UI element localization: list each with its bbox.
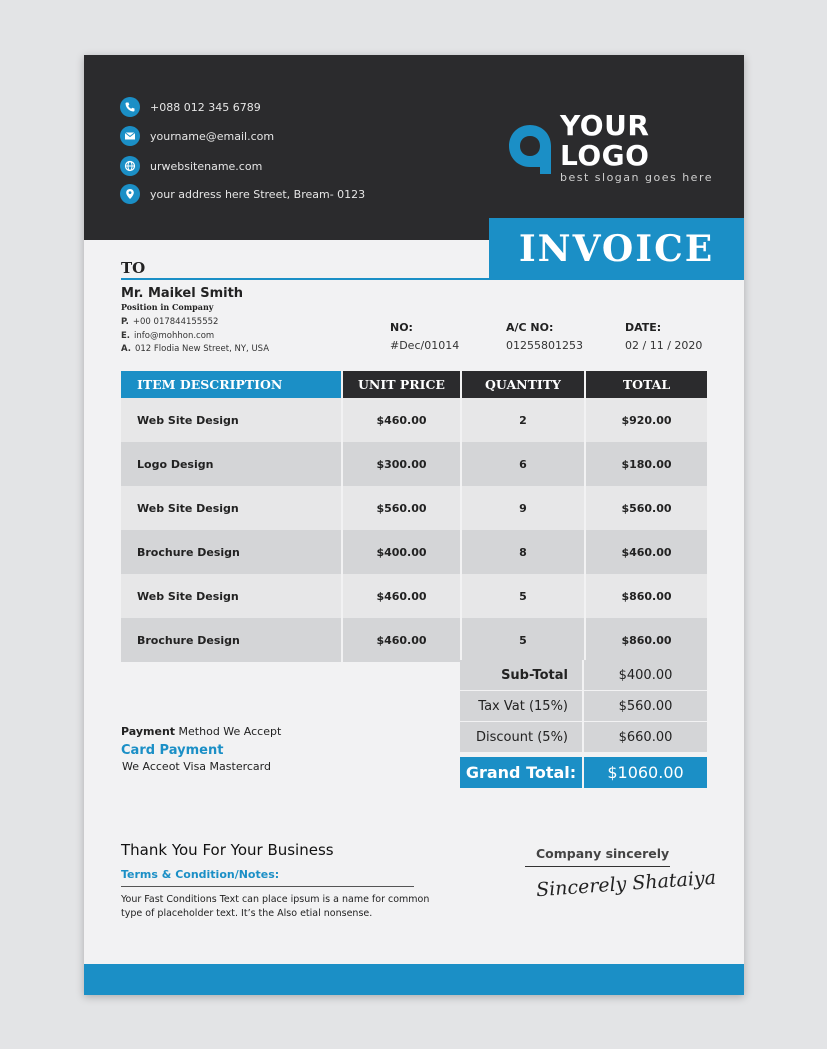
logo-mark-icon: [506, 122, 554, 174]
email-icon: [120, 126, 140, 146]
logo-title: YOUR LOGO: [560, 109, 650, 172]
totals-block: [460, 660, 707, 788]
tax-label: Tax Vat (15%): [460, 691, 584, 722]
contact-address: [120, 184, 365, 204]
terms-divider: [121, 886, 414, 887]
contact-website-text: urwebsitename.com: [150, 159, 263, 173]
subtotal-row: [460, 660, 707, 691]
cell-description: Logo Design: [121, 442, 342, 486]
company-logo: [506, 111, 744, 184]
invoice-date: DATE: 02 / 11 / 2020: [625, 321, 703, 352]
discount-value: $660.00: [584, 722, 707, 753]
table-row: [121, 618, 707, 662]
customer-address: A. 012 Flodia New Street, NY, USA: [121, 344, 270, 354]
grand-total-row: [460, 757, 707, 788]
cell-total: $560.00: [585, 486, 707, 530]
table-row: [121, 486, 707, 530]
terms-label: Terms & Condition/Notes:: [121, 868, 280, 881]
contact-email: [120, 126, 274, 146]
terms-text: Your Fast Conditions Text can place ipsum is a name for common type of placeholder text. It’s the Also etial nonsense.: [121, 894, 430, 919]
customer-position: Position in Company: [121, 302, 214, 312]
contact-address-text: your address here Street, Bream- 0123: [150, 187, 366, 201]
cell-unit-price: $460.00: [342, 574, 461, 618]
cell-unit-price: $400.00: [342, 530, 461, 574]
header-item-description: ITEM DESCRIPTION: [121, 371, 342, 398]
tax-row: [460, 691, 707, 722]
signature-divider: [525, 866, 670, 867]
cell-quantity: 6: [461, 442, 585, 486]
cell-unit-price: $300.00: [342, 442, 461, 486]
customer-email: E. info@mohhon.com: [121, 331, 215, 341]
phone-icon: [120, 97, 140, 117]
discount-row: [460, 722, 707, 753]
header-total: TOTAL: [585, 371, 707, 398]
cell-unit-price: $560.00: [342, 486, 461, 530]
table-row: [121, 398, 707, 442]
discount-label: Discount (5%): [460, 722, 584, 753]
customer-name: Mr. Maikel Smith: [121, 286, 244, 301]
cell-quantity: 5: [461, 618, 585, 662]
cell-total: $180.00: [585, 442, 707, 486]
invoice-title: INVOICE: [518, 228, 715, 270]
signature: Sincerely Shataiya: [535, 866, 717, 902]
cell-total: $860.00: [585, 618, 707, 662]
cell-description: Web Site Design: [121, 486, 342, 530]
company-sincerely-label: Company sincerely: [536, 846, 670, 861]
table-header-row: [121, 371, 707, 398]
grand-total-value: $1060.00: [584, 757, 707, 788]
payment-method: Card Payment: [121, 743, 224, 758]
table-row: [121, 530, 707, 574]
contact-phone-text: +088 012 345 6789: [150, 100, 261, 114]
contact-email-text: yourname@email.com: [150, 129, 275, 143]
invoice-header: [84, 55, 744, 240]
cell-quantity: 2: [461, 398, 585, 442]
customer-phone: P. +00 017844155552: [121, 317, 219, 327]
header-unit-price: UNIT PRICE: [342, 371, 461, 398]
invoice-number: NO: #Dec/01014: [390, 321, 460, 352]
cell-unit-price: $460.00: [342, 618, 461, 662]
cell-description: Brochure Design: [121, 530, 342, 574]
invoice-page: [84, 55, 744, 995]
cell-total: $860.00: [585, 574, 707, 618]
table-row: [121, 442, 707, 486]
logo-slogan: best slogan goes here: [560, 171, 713, 184]
globe-icon: [120, 156, 140, 176]
cell-description: Web Site Design: [121, 398, 342, 442]
account-number: A/C NO: 01255801253: [506, 321, 583, 352]
cell-quantity: 9: [461, 486, 585, 530]
cell-description: Brochure Design: [121, 618, 342, 662]
contact-website: [120, 156, 262, 176]
table-row: [121, 574, 707, 618]
payment-heading: Payment Method We Accept: [121, 725, 282, 738]
thank-you-text: Thank You For Your Business: [121, 841, 334, 859]
cell-description: Web Site Design: [121, 574, 342, 618]
items-table: [121, 371, 707, 662]
subtotal-value: $400.00: [584, 660, 707, 691]
payment-description: We Acceot Visa Mastercard: [122, 760, 271, 773]
cell-total: $460.00: [585, 530, 707, 574]
subtotal-label: Sub-Total: [460, 660, 584, 691]
contact-phone: [120, 97, 261, 117]
cell-unit-price: $460.00: [342, 398, 461, 442]
location-icon: [120, 184, 140, 204]
to-divider: [121, 278, 489, 280]
tax-value: $560.00: [584, 691, 707, 722]
invoice-title-box: [489, 218, 744, 280]
footer-bar: [84, 964, 744, 995]
header-quantity: QUANTITY: [461, 371, 585, 398]
to-label: TO: [121, 259, 146, 277]
cell-quantity: 5: [461, 574, 585, 618]
cell-quantity: 8: [461, 530, 585, 574]
cell-total: $920.00: [585, 398, 707, 442]
grand-total-label: Grand Total:: [460, 757, 584, 788]
